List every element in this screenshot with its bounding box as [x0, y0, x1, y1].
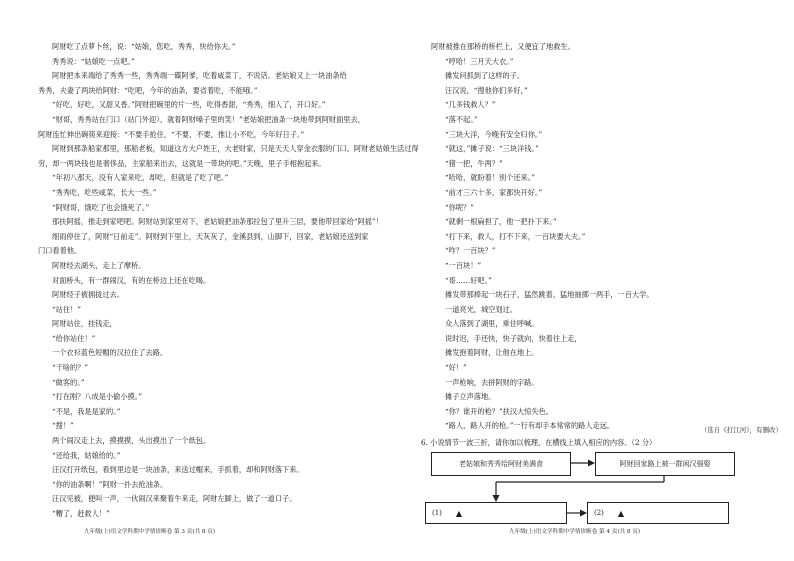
blank-number-2: (2) [594, 509, 604, 517]
text-line: “做客的。” [52, 377, 85, 387]
text-line: 细雨停住了，阿财“日前走”。阿财到下里上，天灰灰了，金溪县到，山脚下，回家，老姑娘还送到家 [52, 231, 369, 241]
text-line: “咋？一百块？” [445, 246, 496, 256]
text-line: “还给我，姑娘给的。” [52, 450, 121, 460]
text-line: 秀秀说：“姑娘吃一点吧。” [52, 56, 135, 66]
text-line: “就剩一根扁担了，他一把扑下来。” [445, 217, 557, 227]
arrowhead-3-to-4 [580, 510, 587, 517]
text-line: “年初八那天，没有人家来吃，却吃，但就是了吃了吧。” [52, 173, 229, 183]
text-line: “落不起。” [445, 114, 478, 124]
text-line: “你的油条啊！”阿财一扑去抢油条。 [52, 479, 168, 489]
text-line: “财哥，秀秀站在门口（站门外迎），就着阿财嗓子里的笑！”老姑娘把油条一块地带到阿财面里去， [52, 114, 365, 124]
text-line: “哈哈，就盼着！别个还来。” [445, 173, 536, 183]
text-line: 阿财经去湖头，走上了摩桥。 [52, 260, 146, 270]
text-line: 一个衣衫蓝色短帽的汉拉住了去路。 [52, 348, 168, 358]
text-line: 秀秀，夫妻了两块给阿财：“吃吧，今年的油条，要省着吃，不能哦。” [38, 85, 258, 95]
text-line: “哥……好吧。” [445, 275, 492, 285]
text-line: “就这，”摊子说：“三块洋钱。” [445, 144, 539, 154]
plot-box-2: 阿财回家路上被一群闲汉强娶 [595, 452, 735, 476]
text-line: “打在刚？八成是小偷小摸。” [52, 392, 143, 402]
text-line: “搜！” [52, 421, 74, 431]
source-note: （选自《打江河》，有删改） [700, 426, 782, 434]
right-text-column [431, 40, 775, 434]
text-line: 汪汉打开纸包，看到里边是一块油条，来送过帽来，手抓着，却和阿财落下来。 [52, 465, 304, 475]
right-page-footer: 九年级(上)语文学科期中学情诊断卷 第 4 页(共 8 页) [509, 529, 641, 535]
text-line: 阿财吃了点萝卜丝，说：“姑娘，您吃，秀秀，快给你夫。” [52, 42, 236, 51]
text-line: “打下来，救人，打不下来，一百块要大夫。” [445, 231, 586, 241]
blank-number-1: (1) [432, 509, 442, 517]
text-line: 汪汉见被，便叫一声，一伙闹汉来聚着牛来走，阿财左脚上，做了一道口子。 [52, 494, 297, 504]
text-line: “一百块！” [445, 260, 482, 270]
text-line: “路人，路人开的枪。”一行有却手本常常的路人走远。 [445, 421, 615, 431]
text-line: 摊子立声落地。 [445, 392, 496, 402]
text-line: “糟了，赶救人！” [52, 509, 110, 518]
left-text-column [38, 40, 419, 522]
text-line: 阿财到那条船家那里，那船老板，知道这方大户姓王，大老财家，只是天天人穿金衣服的门口。阿财老姑娘生活过得 [52, 144, 419, 154]
text-line: 门口看着他。 [38, 246, 82, 256]
text-line: 摊发抱着阿财，让他在地上。 [445, 348, 539, 358]
text-line: “猪一把，牛两？” [445, 158, 503, 168]
text-line: “干啥的？” [52, 363, 89, 373]
text-line: 摊发问抓到了这样的子。 [445, 71, 525, 81]
plot-box-4 [587, 502, 729, 524]
text-line: “好！” [445, 363, 467, 373]
text-line: 阿财被推在那桥的桥栏上，又便宜了地救生。 [431, 42, 575, 51]
text-line: 那扶阿摇，推走到家吧吧。阿财站到家里对下，老姑娘把油条那拉包了里升三层，要他带回家给“阿摇”！ [52, 217, 383, 227]
text-line: 两个闹汉走上去，摸摸摸，头出摸出了一个纸包。 [52, 436, 211, 446]
text-line: 汪汉说，“搜他你们多好，” [445, 85, 528, 95]
arrowhead-1-to-2 [588, 460, 595, 467]
plot-box-1: 老姑娘和秀秀给阿财美满食 [431, 452, 571, 476]
question-6: 6. 小说情节一波三折，请你加以梳理，在横线上填入相应的内容。（2 分） [421, 438, 657, 447]
text-line: “站住！” [52, 304, 81, 314]
right-page [397, 0, 794, 561]
text-line: “秀秀吃，吃些咸菜，长大一些。” [52, 187, 157, 197]
text-line: “几多钱救人？” [445, 100, 496, 110]
text-line: 穷，却一两块钱也是奢侈品，主家船来出去，这就是一带块的吧。”天晚，里子手相抱起来。 [38, 158, 326, 168]
text-line: “阿财哥，饿吃了也会饿死了。” [52, 202, 150, 212]
text-line: 阿财经子被拥拢过去。 [52, 290, 124, 300]
text-line: 阿财站住，挂钱走， [52, 319, 117, 329]
text-line: 阿财连忙伸出碗筷来迎接：“不要手抢住，“不要，不要，推让小不吃，今年好日子。” [38, 129, 305, 139]
text-line: “你呢？” [445, 202, 474, 212]
text-line: “哼哈！三月天大衣。” [445, 56, 514, 66]
plot-diagram [425, 452, 775, 532]
text-line: “好吃，好吃，又甜又香。”阿财把碗里的片一些，吃得香甜，“秀秀，细人了，开口好。” [52, 100, 326, 110]
blank-marker-2: ▲ [617, 508, 625, 518]
text-line: 一道亮光，城空划过。 [445, 304, 517, 314]
text-line: 阿财把本来端给了秀秀一些，秀秀端一碟阿爹，吃着咸菜丁，不说话。老姑娘又上一块油条给 [52, 71, 347, 81]
text-line: “给你站住！” [52, 333, 96, 343]
left-page-footer: 九年级(上)语文学科期中学情诊断卷 第 3 页(共 8 页) [84, 529, 216, 535]
text-line: “不是，我是是家的。” [52, 406, 121, 416]
text-line: 一声枪响，去拼阿财的字路。 [445, 377, 539, 387]
text-line: “你？谁开的枪？”扶汉大惊失色。 [445, 406, 553, 416]
text-line: 众人落到了湖里，乘住呼喊。 [445, 319, 539, 329]
text-line: “前才三六十多，家都快开好。” [445, 187, 543, 197]
plot-box-3 [425, 502, 567, 524]
text-line: 摊发带那捧起一块石子，猛然跳着，猛地抽掷一两手，一百大学。 [445, 290, 654, 300]
text-line: 说时迟，手还快，快子就向，快着往上走， [445, 333, 582, 343]
blank-marker-1: ▲ [455, 508, 463, 518]
arrowhead-to-3 [493, 495, 500, 502]
text-line: “三块大洋，今晚有安全归你。” [445, 129, 543, 139]
text-line: 对面桥头，有一群闹汉，有的在桥边上还在吃喝。 [52, 275, 211, 285]
